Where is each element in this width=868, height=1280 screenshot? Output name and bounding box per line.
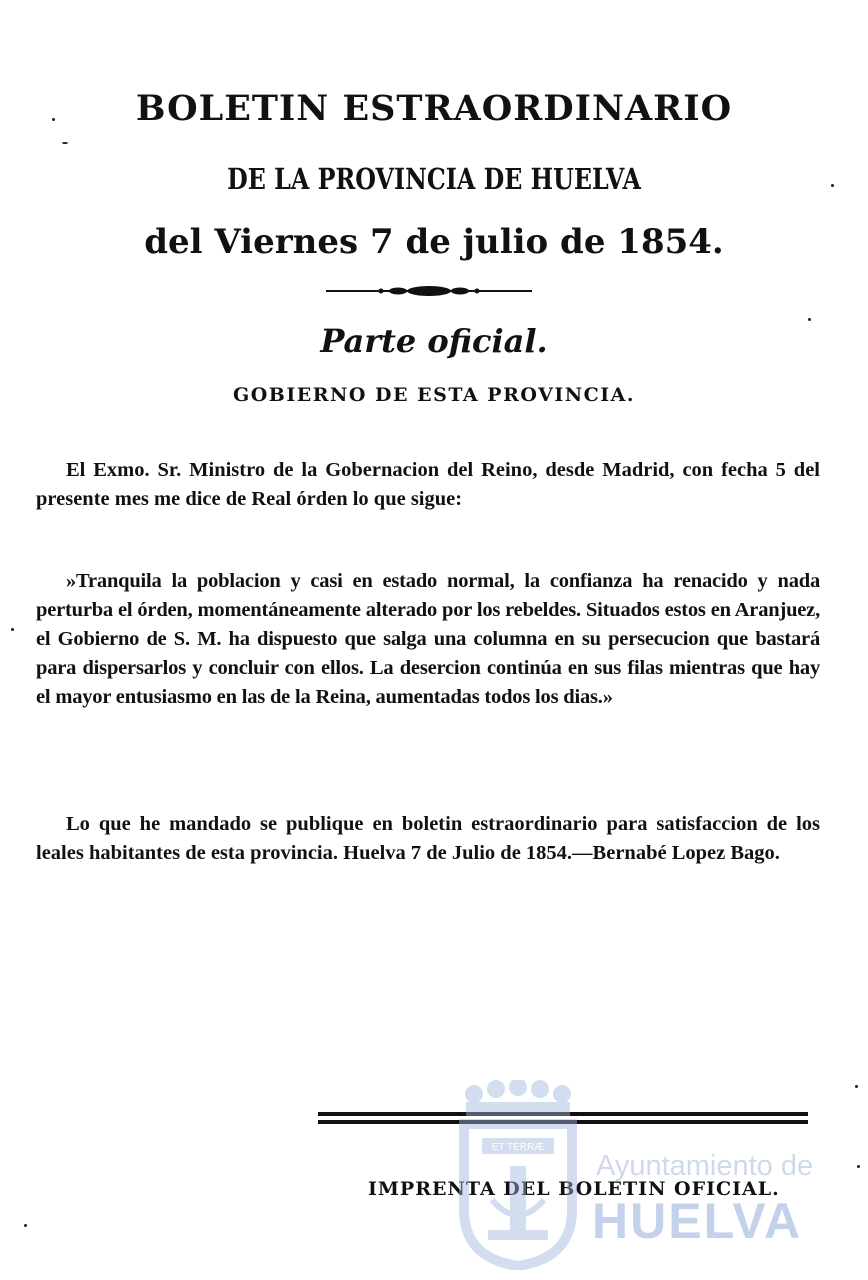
- paragraph-closing: Lo que he mandado se publique en boletin estraordinario para satisfaccion de los leales habitantes de esta provincia. Huelva 7 de Julio de 1854.—Bernabé Lopez Bago.: [36, 813, 820, 864]
- ink-speck: [855, 1085, 858, 1088]
- watermark-text-line2: HUELVA: [592, 1193, 803, 1249]
- section-subtitle: GOBIERNO DE ESTA PROVINCIA.: [233, 384, 635, 406]
- ink-speck: [11, 628, 14, 631]
- ink-speck: [831, 184, 834, 187]
- ink-speck: [62, 142, 68, 144]
- ink-speck: [24, 1224, 27, 1227]
- bulletin-subtitle: DE LA PROVINCIA DE HUELVA: [227, 162, 641, 196]
- seal-motto: ET TERRÆ: [491, 1142, 545, 1153]
- section-title: Parte oficial.: [320, 322, 548, 360]
- paragraph-intro: El Exmo. Sr. Ministro de la Gobernacion del Reino, desde Madrid, con fecha 5 del presente mes me dice de Real órden lo que sigue:: [36, 459, 820, 510]
- watermark-text-line1: Ayuntamiento de: [596, 1150, 814, 1182]
- printer-imprint: IMPRENTA DEL BOLETIN OFICIAL.: [368, 1178, 780, 1200]
- bulletin-date: del Viernes 7 de julio de 1854.: [144, 222, 724, 262]
- city-seal-watermark: [452, 1080, 582, 1270]
- ink-speck: [52, 118, 55, 121]
- ink-speck: [857, 1165, 860, 1168]
- bulletin-title: BOLETIN ESTRAORDINARIO: [135, 88, 733, 129]
- ornamental-rule: [326, 284, 532, 298]
- ink-speck: [808, 318, 811, 321]
- paragraph-quote: »Tranquila la poblacion y casi en estado normal, la confianza ha renacido y nada perturba el órden, momentáneamente alterado por los rebeldes. Situados estos en Aranjuez, el Gobierno de S. M. ha dispuesto que salga una columna en su persecucion que bastará para dispersarlos y concluir con ellos. La desercion continúa en sus filas mientras que hay el mayor entusiasmo en las de la Reina, aumentadas todos los dias.»: [36, 570, 820, 708]
